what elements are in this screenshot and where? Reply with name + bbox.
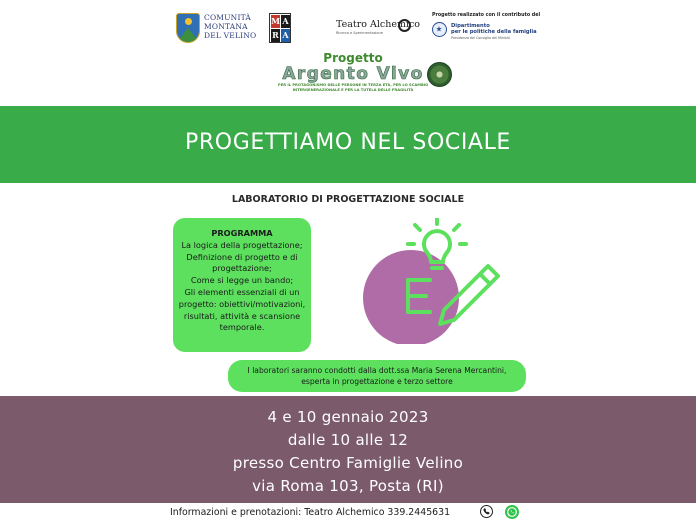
project-illustration [356,218,512,344]
program-line: Gli elementi essenziali di un [184,286,300,297]
dip-line-2: per le politiche della famiglia [451,29,537,35]
dipartimento-logo [432,13,541,49]
seal-icon [427,62,452,87]
program-line: Definizione di progetto e di [186,251,298,262]
lecturer-box [228,360,526,392]
title-banner [0,106,696,183]
project-tagline-1: PER IL PROTAGONISMO DELLE PERSONE IN TERZA ETÀ, PER LO SCAMBIO [278,83,429,87]
mra-letter-3: R [272,30,279,40]
event-details-band [0,396,696,503]
workshop-subtitle: LABORATORIO DI PROGETTAZIONE SOCIALE [231,194,465,205]
mra-logo [269,13,291,43]
mra-letter-1: M [271,16,280,26]
event-dates: 4 e 10 gennaio 2023 [267,408,429,426]
mra-letter-2: A [282,16,289,26]
teatro-name: Teatro Alchemico [336,19,421,30]
shield-icon [176,13,200,43]
program-box [173,218,311,352]
event-hours: dalle 10 alle 12 [287,431,409,449]
ring-icon [398,19,411,32]
republic-emblem-icon [432,22,447,37]
project-name: Argento Vivo [282,64,424,84]
program-line: temporale. [219,322,265,333]
lecturer-line-2: esperta in progettazione e terzo settore [301,377,453,386]
comunita-line-1: COMUNITÀ [204,13,252,22]
program-line: La logica della progettazione; [181,239,303,250]
dip-top-text: Progetto realizzato con il contributo del [432,13,541,18]
program-line: progettazione; [212,263,272,274]
dip-line-3: Presidenza del Consiglio dei Ministri [451,36,511,40]
contact-info: Informazioni e prenotazioni: Teatro Alchemico 339.2445631 [170,507,451,518]
argento-vivo-logo [278,52,428,102]
comunita-line-3: DEL VELINO [204,31,257,40]
mra-letter-4: A [282,30,289,40]
program-title: PROGRAMMA [211,228,273,238]
teatro-alchemico-logo [336,19,421,39]
event-venue: presso Centro Famiglie Velino [232,454,464,472]
comunita-montana-logo [176,13,257,49]
lecturer-line-1: I laboratori saranno condotti dalla dott.ssa Maria Serena Mercantini, [247,366,507,375]
phone-icon [480,505,493,518]
program-line: Come si legge un bando; [190,275,294,286]
program-line: progetto: obiettivi/motivazioni, [178,298,306,309]
dip-line-1: Dipartimento [451,23,490,29]
whatsapp-icon [505,505,519,519]
project-tagline-2: INTERGENERAZIONALE E PER LA TUTELA DELLE FRAGILITÀ [292,87,414,92]
teatro-sub: Ricerca e Sperimentazione [336,31,383,35]
page-title: PROGETTIAMO NEL SOCIALE [185,130,511,155]
program-line: risultati, attività e scansione [183,310,301,321]
project-label: Progetto [323,51,383,65]
comunita-line-2: MONTANA [204,22,248,31]
event-address: via Roma 103, Posta (RI) [252,477,444,495]
